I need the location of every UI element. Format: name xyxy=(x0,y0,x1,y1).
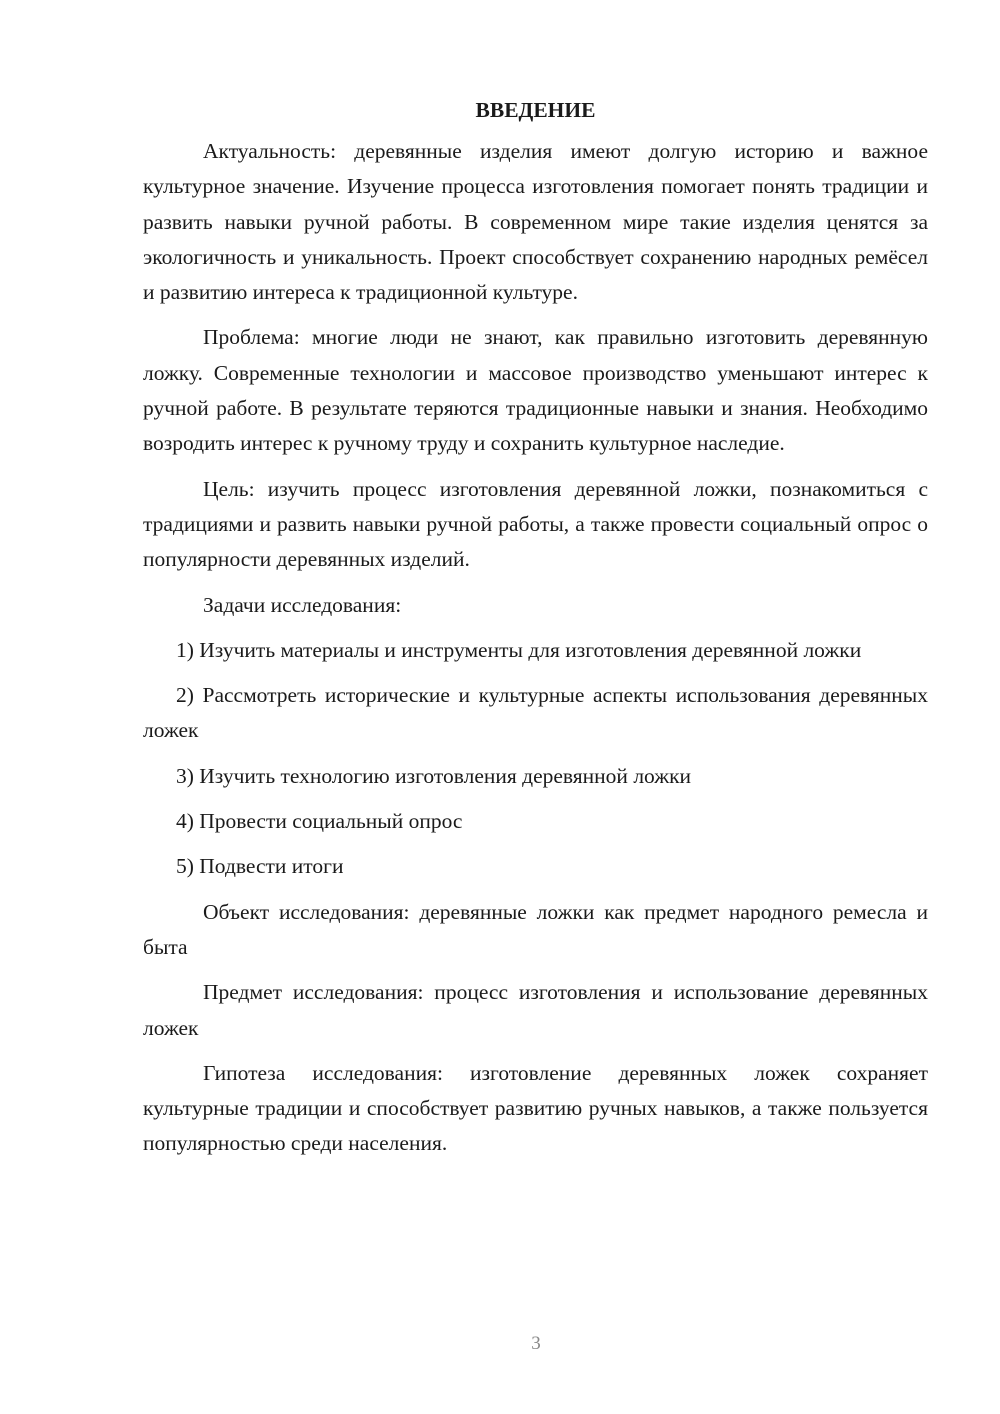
section-heading: ВВЕДЕНИЕ xyxy=(475,98,596,122)
subject-paragraph: Предмет исследования: процесс изготовления и использование деревянных ложек xyxy=(143,980,928,1040)
object-paragraph: Объект исследования: деревянные ложки как предмет народного ремесла и быта xyxy=(143,899,928,959)
page-number: 3 xyxy=(531,1333,541,1354)
task-item-2: 2) Рассмотреть исторические и культурные аспекты использования деревянных ложек xyxy=(143,683,928,743)
goal-paragraph: Цель: изучить процесс изготовления деревянной ложки, познакомиться с традициями и развить навыки ручной работы, а также провести социальный опрос о популярности деревянных изделий. xyxy=(143,476,928,572)
relevance-paragraph: Актуальность: деревянные изделия имеют долгую историю и важное культурное значение. Изучение процесса изготовления помогает понять традиции и развить навыки ручной работы. В современном мире такие изделия ценятся за экологичность и уникальность. Проект способствует сохранению народных ремёсел и развитию интереса к традиционной культуре. xyxy=(143,139,928,305)
problem-paragraph: Проблема: многие люди не знают, как правильно изготовить деревянную ложку. Современные технологии и массовое производство уменьшают интерес к ручной работе. В результате теряются традиционные навыки и знания. Необходимо возродить интерес к ручному труду и сохранить культурное наследие. xyxy=(143,325,928,456)
task-item-1: 1) Изучить материалы и инструменты для изготовления деревянной ложки xyxy=(176,637,862,662)
task-item-3: 3) Изучить технологию изготовления деревянной ложки xyxy=(176,763,692,788)
task-item-4: 4) Провести социальный опрос xyxy=(176,809,463,834)
document-page xyxy=(143,93,928,1162)
hypothesis-paragraph: Гипотеза исследования: изготовление деревянных ложек сохраняет культурные традиции и способствует развитию ручных навыков, а также пользуется популярностью среди населения. xyxy=(143,1060,928,1156)
task-item-5: 5) Подвести итоги xyxy=(176,854,344,879)
tasks-title: Задачи исследования: xyxy=(203,592,402,617)
